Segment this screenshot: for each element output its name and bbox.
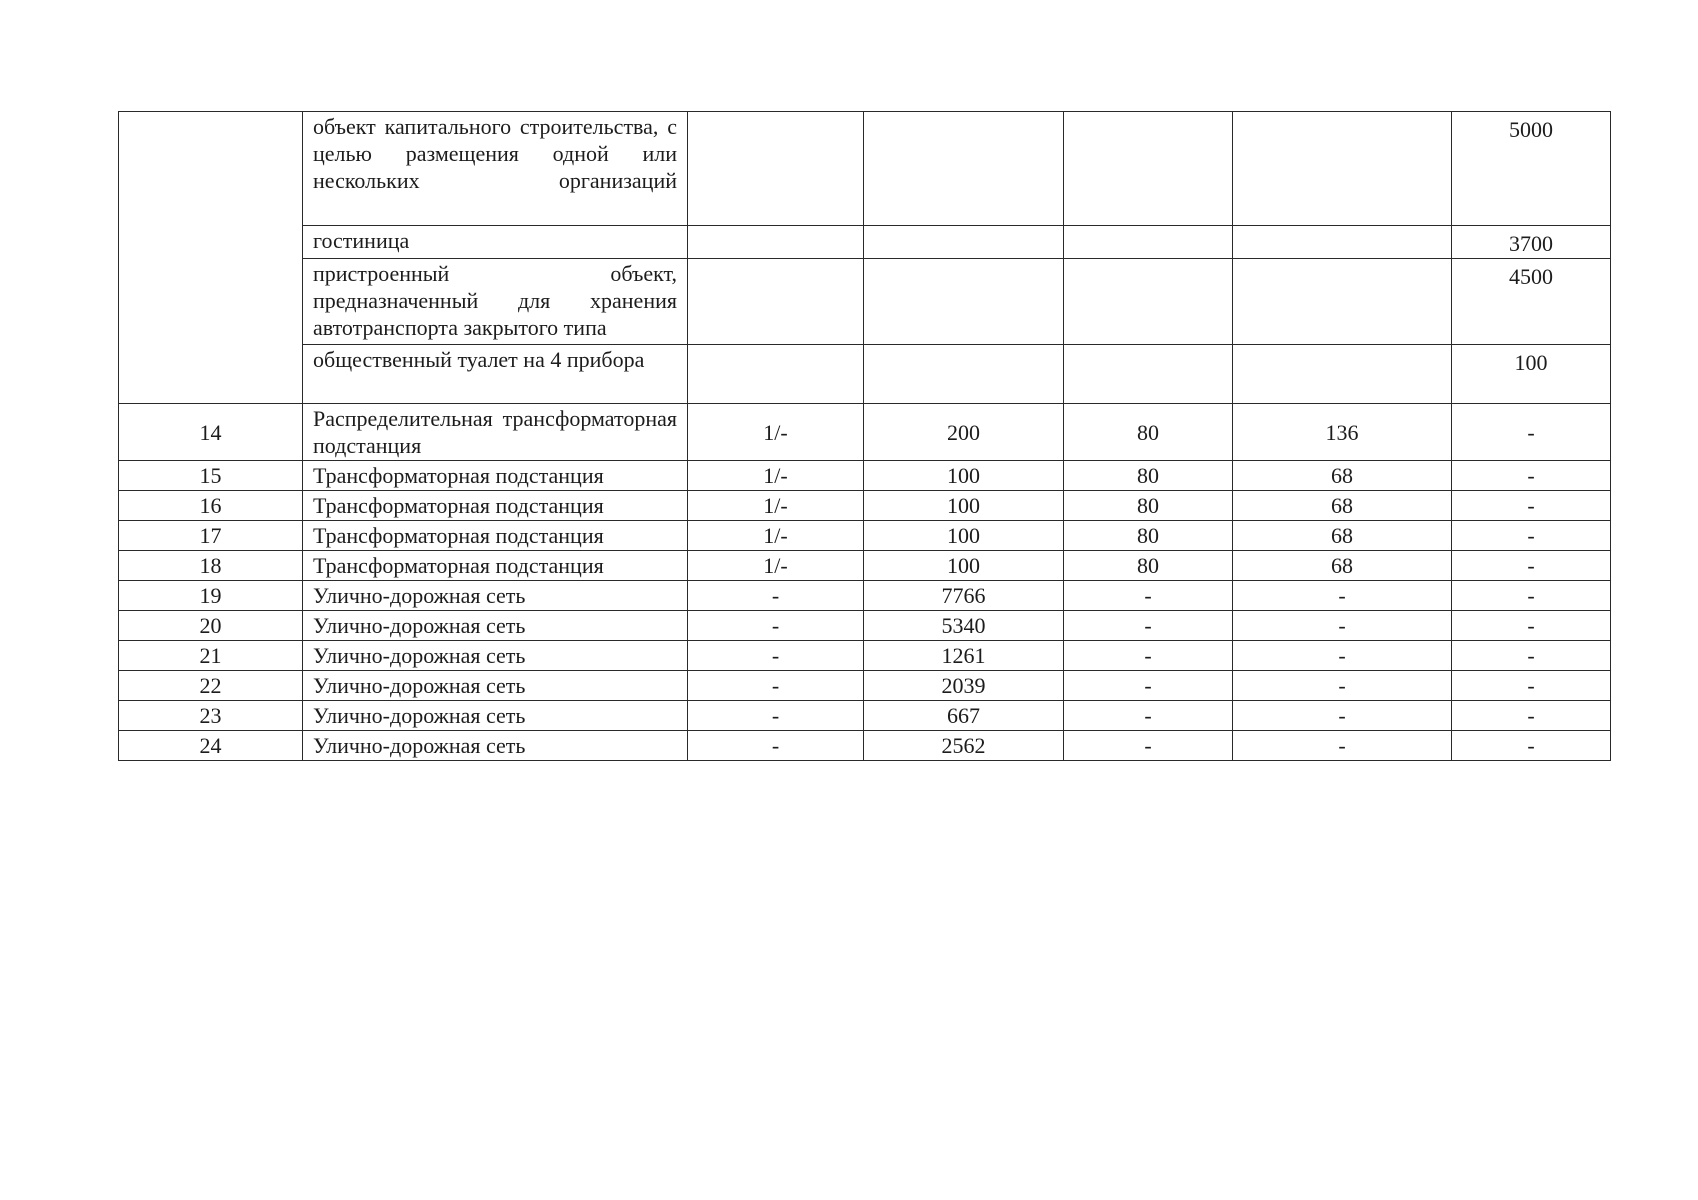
cell-value: -	[1233, 641, 1452, 671]
cell-value: -	[1233, 581, 1452, 611]
table-row-subitem	[119, 226, 1611, 259]
cell-name: пристроенный объект, предназначенный для хранения автотранспорта закрытого типа	[303, 259, 688, 345]
cell-value: -	[688, 581, 864, 611]
cell-empty	[864, 226, 1064, 259]
cell-value: -	[1452, 611, 1611, 641]
cell-value: -	[1064, 611, 1233, 641]
table-row	[119, 461, 1611, 491]
cell-value: 1/-	[688, 521, 864, 551]
table-row	[119, 701, 1611, 731]
cell-name: Улично-дорожная сеть	[303, 581, 688, 611]
cell-value: -	[1452, 551, 1611, 581]
cell-value: 100	[864, 491, 1064, 521]
cell-value: 3700	[1452, 226, 1611, 259]
cell-name: Трансформаторная подстанция	[303, 491, 688, 521]
cell-value: 80	[1064, 404, 1233, 461]
cell-value: 80	[1064, 461, 1233, 491]
cell-value: 667	[864, 701, 1064, 731]
cell-name: Улично-дорожная сеть	[303, 701, 688, 731]
cell-empty	[688, 112, 864, 226]
cell-value: 1/-	[688, 491, 864, 521]
table-row	[119, 641, 1611, 671]
cell-value: 80	[1064, 491, 1233, 521]
cell-value: 1261	[864, 641, 1064, 671]
cell-value: 100	[864, 521, 1064, 551]
cell-value: 80	[1064, 551, 1233, 581]
cell-value: -	[688, 701, 864, 731]
cell-empty	[688, 259, 864, 345]
cell-value: 5000	[1452, 112, 1611, 226]
cell-name: объект капитального строительства, с целью размещения одной или нескольких организаций	[303, 112, 688, 226]
cell-value: -	[688, 731, 864, 761]
table-row	[119, 491, 1611, 521]
table-row-subitem	[119, 345, 1611, 404]
cell-number: 20	[119, 611, 303, 641]
cell-value: 5340	[864, 611, 1064, 641]
table-row	[119, 521, 1611, 551]
cell-number: 22	[119, 671, 303, 701]
cell-value: 100	[864, 461, 1064, 491]
cell-name: Улично-дорожная сеть	[303, 671, 688, 701]
cell-value: 2039	[864, 671, 1064, 701]
cell-name: общественный туалет на 4 прибора	[303, 345, 688, 404]
cell-value: -	[1452, 404, 1611, 461]
cell-number: 15	[119, 461, 303, 491]
cell-value: -	[1233, 701, 1452, 731]
cell-value: -	[1064, 671, 1233, 701]
cell-value: -	[1452, 641, 1611, 671]
cell-value: 68	[1233, 521, 1452, 551]
cell-number: 16	[119, 491, 303, 521]
cell-name: Улично-дорожная сеть	[303, 731, 688, 761]
cell-value: -	[1064, 581, 1233, 611]
cell-name: Трансформаторная подстанция	[303, 551, 688, 581]
cell-value: 68	[1233, 461, 1452, 491]
cell-value: -	[1452, 731, 1611, 761]
cell-empty	[1233, 226, 1452, 259]
cell-value: -	[1452, 581, 1611, 611]
table-row	[119, 671, 1611, 701]
cell-number: 14	[119, 404, 303, 461]
cell-value: -	[1233, 731, 1452, 761]
cell-name: Трансформаторная подстанция	[303, 521, 688, 551]
cell-value: 100	[1452, 345, 1611, 404]
table-row	[119, 611, 1611, 641]
cell-value: -	[1233, 611, 1452, 641]
cell-value: 7766	[864, 581, 1064, 611]
cell-name: Улично-дорожная сеть	[303, 611, 688, 641]
cell-number-empty	[119, 112, 303, 404]
cell-value: -	[1452, 491, 1611, 521]
cell-value: 1/-	[688, 404, 864, 461]
cell-empty	[864, 345, 1064, 404]
cell-number: 21	[119, 641, 303, 671]
cell-empty	[1064, 259, 1233, 345]
cell-name: Улично-дорожная сеть	[303, 641, 688, 671]
cell-value: -	[1064, 731, 1233, 761]
cell-value: -	[1452, 461, 1611, 491]
cell-number: 17	[119, 521, 303, 551]
cell-value: -	[1452, 521, 1611, 551]
cell-empty	[1064, 226, 1233, 259]
cell-value: 68	[1233, 551, 1452, 581]
cell-name: Трансформаторная подстанция	[303, 461, 688, 491]
cell-number: 23	[119, 701, 303, 731]
cell-name: гостиница	[303, 226, 688, 259]
cell-value: -	[1452, 701, 1611, 731]
table-row	[119, 731, 1611, 761]
cell-empty	[1233, 345, 1452, 404]
table-row	[119, 404, 1611, 461]
cell-value: -	[688, 671, 864, 701]
table-row	[119, 551, 1611, 581]
cell-number: 18	[119, 551, 303, 581]
cell-value: 2562	[864, 731, 1064, 761]
cell-value: 100	[864, 551, 1064, 581]
cell-empty	[1064, 345, 1233, 404]
cell-empty	[688, 226, 864, 259]
cell-empty	[1233, 112, 1452, 226]
cell-value: 68	[1233, 491, 1452, 521]
cell-value: -	[1064, 701, 1233, 731]
cell-number: 19	[119, 581, 303, 611]
cell-value: -	[1452, 671, 1611, 701]
table-row-subitem	[119, 259, 1611, 345]
cell-empty	[864, 259, 1064, 345]
cell-empty	[688, 345, 864, 404]
objects-table	[118, 111, 1611, 761]
cell-empty	[1064, 112, 1233, 226]
cell-empty	[1233, 259, 1452, 345]
cell-value: -	[688, 611, 864, 641]
cell-value: 4500	[1452, 259, 1611, 345]
cell-value: 1/-	[688, 551, 864, 581]
cell-value: 1/-	[688, 461, 864, 491]
cell-value: 136	[1233, 404, 1452, 461]
cell-empty	[864, 112, 1064, 226]
cell-value: -	[688, 641, 864, 671]
cell-value: -	[1064, 641, 1233, 671]
table-row	[119, 581, 1611, 611]
cell-value: 200	[864, 404, 1064, 461]
cell-name: Распределительная трансформаторная подстанция	[303, 404, 688, 461]
table-row-subitem	[119, 112, 1611, 226]
cell-value: 80	[1064, 521, 1233, 551]
cell-value: -	[1233, 671, 1452, 701]
cell-number: 24	[119, 731, 303, 761]
